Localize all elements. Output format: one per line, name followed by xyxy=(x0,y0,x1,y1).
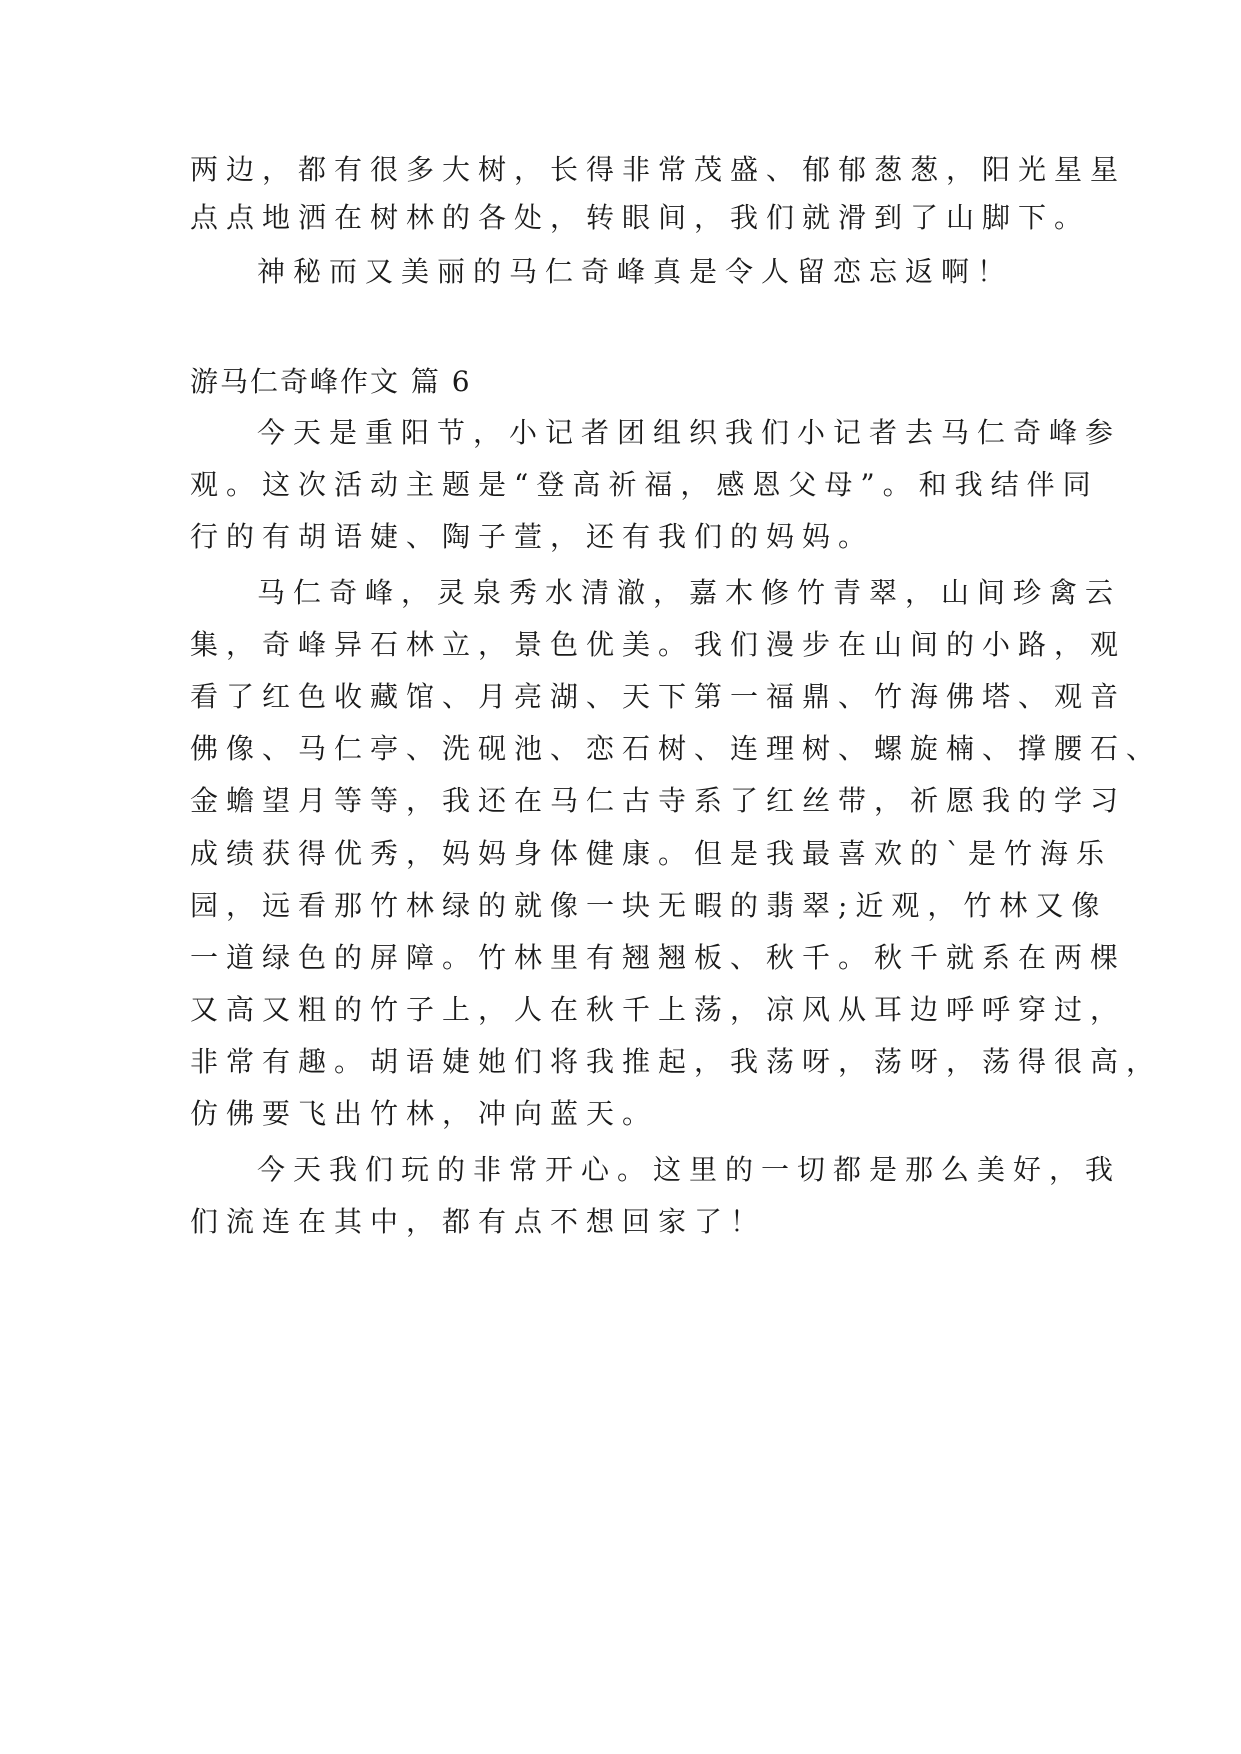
text-line: 行的有胡语婕、陶子萱，还有我们的妈妈。 xyxy=(190,520,875,553)
paragraph-first-line: 今天是重阳节，小记者团组织我们小记者去马仁奇峰参 xyxy=(257,416,1122,449)
text-line: 集，奇峰异石林立，景色优美。我们漫步在山间的小路，观 xyxy=(190,628,1127,661)
text-line: 点点地洒在树林的各处，转眼间，我们就滑到了山脚下。 xyxy=(190,201,1091,234)
text-line: 又高又粗的竹子上，人在秋千上荡，凉风从耳边呼呼穿过， xyxy=(190,993,1127,1026)
text-line: 两边，都有很多大树，长得非常茂盛、郁郁葱葱，阳光星星 xyxy=(190,153,1127,186)
paragraph-first-line: 神秘而又美丽的马仁奇峰真是令人留恋忘返啊！ xyxy=(257,255,1014,288)
text-line: 佛像、马仁亭、洗砚池、恋石树、连理树、螺旋楠、撑腰石、 xyxy=(190,732,1163,765)
text-line: 观。这次活动主题是“登高祈福，感恩父母”。和我结伴同 xyxy=(190,468,1099,501)
text-line: 看了红色收藏馆、月亮湖、天下第一福鼎、竹海佛塔、观音 xyxy=(190,680,1127,713)
text-line: 成绩获得优秀，妈妈身体健康。但是我最喜欢的`是竹海乐 xyxy=(190,837,1113,870)
text-line: 们流连在其中，都有点不想回家了！ xyxy=(190,1205,767,1238)
paragraph-first-line: 今天我们玩的非常开心。这里的一切都是那么美好，我 xyxy=(257,1153,1122,1186)
paragraph-first-line: 马仁奇峰，灵泉秀水清澈，嘉木修竹青翠，山间珍禽云 xyxy=(257,576,1122,609)
text-line: 园，远看那竹林绿的就像一块无暇的翡翠;近观，竹林又像 xyxy=(190,889,1108,922)
text-line: 仿佛要飞出竹林，冲向蓝天。 xyxy=(190,1097,659,1130)
text-line: 一道绿色的屏障。竹林里有翘翘板、秋千。秋千就系在两棵 xyxy=(190,941,1127,974)
text-line: 非常有趣。胡语婕她们将我推起，我荡呀，荡呀，荡得很高， xyxy=(190,1045,1163,1078)
section-heading: 游马仁奇峰作文 篇 6 xyxy=(190,365,472,398)
text-line: 金蟾望月等等，我还在马仁古寺系了红丝带，祈愿我的学习 xyxy=(190,784,1127,817)
